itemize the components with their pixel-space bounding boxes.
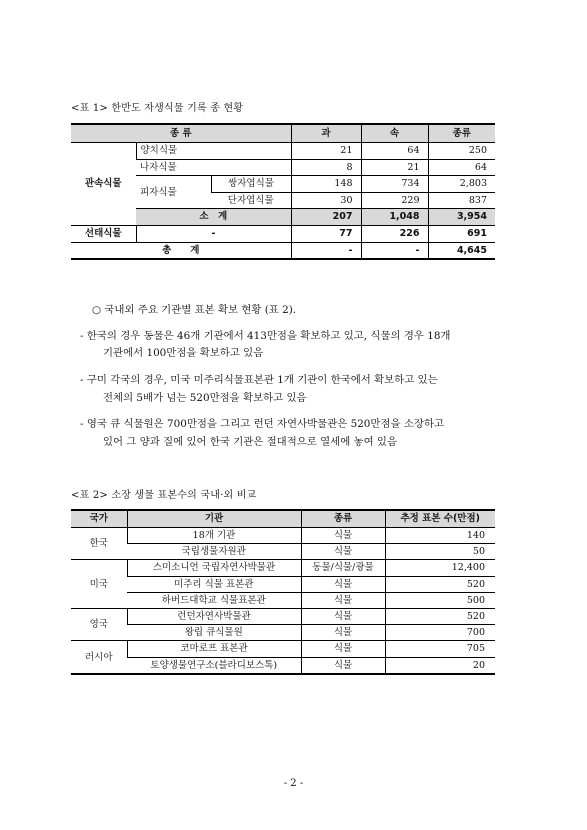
institution-cell: 18개 기관 (127, 528, 301, 544)
count-cell: 705 (385, 641, 495, 657)
bryophyte-label: 선태식물 (71, 225, 136, 242)
table-row (71, 560, 495, 576)
country-cell: 미국 (71, 560, 127, 609)
subtotal-label: 소 계 (136, 209, 291, 226)
cell-species: 3,954 (428, 209, 495, 226)
table2-caption: <표 2> 소장 생물 표본수의 국내·외 비교 (71, 490, 257, 501)
header-species: 종류 (428, 124, 495, 143)
type-cell: 식물 (301, 592, 385, 608)
cell-family: 21 (291, 143, 361, 160)
specimen-comparison-table (71, 509, 495, 675)
bryophyte-sub: - (136, 225, 291, 242)
country-cell: 한국 (71, 528, 127, 560)
count-cell: 140 (385, 528, 495, 544)
table-row (71, 609, 495, 625)
table-row (71, 625, 495, 641)
institution-cell: 스미소니언 국립자연사박물관 (127, 560, 301, 576)
cell-species: 64 (428, 159, 495, 176)
type-cell: 식물 (301, 544, 385, 560)
row-label: 쌍자엽식물 (211, 176, 291, 193)
institution-cell: 하버드대학교 식물표본관 (127, 592, 301, 608)
cell-genus: 64 (361, 143, 428, 160)
country-cell: 러시아 (71, 641, 127, 674)
header-count: 추정 표본 수(만점) (385, 510, 495, 528)
country-cell: 영국 (71, 609, 127, 641)
table-row (71, 143, 495, 160)
table2-header-row (71, 510, 495, 528)
cell-genus: 734 (361, 176, 428, 193)
cell-genus: 21 (361, 159, 428, 176)
institution-cell: 런던자연사박물관 (127, 609, 301, 625)
dash-item-1-line2: 기관에서 100만점을 확보하고 있음 (103, 347, 264, 359)
cell-family: 148 (291, 176, 361, 193)
count-cell: 50 (385, 544, 495, 560)
cell-species: 2,803 (428, 176, 495, 193)
cell-family: - (291, 242, 361, 259)
cell-species: 837 (428, 192, 495, 209)
cell-genus: 226 (361, 225, 428, 242)
cell-species: 250 (428, 143, 495, 160)
institution-cell: 왕립 큐식물원 (127, 625, 301, 641)
table-row (71, 528, 495, 544)
dash-item-2-line2: 전체의 5배가 넘는 520만점을 확보하고 있음 (103, 392, 307, 404)
dash-item-3-line2: 있어 그 양과 질에 있어 한국 기관은 절대적으로 열세에 놓여 있음 (103, 436, 397, 448)
cell-genus: 1,048 (361, 209, 428, 226)
row-label: 단자엽식물 (211, 192, 291, 209)
header-category: 종 류 (71, 124, 291, 143)
count-cell: 20 (385, 657, 495, 674)
group-vascular-plants: 관속식물 (71, 143, 136, 226)
cell-genus: 229 (361, 192, 428, 209)
total-row (71, 242, 495, 259)
header-type: 종류 (301, 510, 385, 528)
native-plant-species-table (71, 123, 495, 260)
cell-family: 207 (291, 209, 361, 226)
cell-species: 4,645 (428, 242, 495, 259)
institution-cell: 미주리 식물 표본관 (127, 576, 301, 592)
institution-cell: 토양생물연구소(블라디보스톡) (127, 657, 301, 674)
type-cell: 식물 (301, 576, 385, 592)
row-label: 양치식물 (136, 143, 291, 160)
type-cell: 동물/식물/광물 (301, 560, 385, 576)
type-cell: 식물 (301, 609, 385, 625)
count-cell: 12,400 (385, 560, 495, 576)
header-country: 국가 (71, 510, 127, 528)
type-cell: 식물 (301, 641, 385, 657)
page-number: - 2 - (283, 778, 304, 789)
row-label: 나자식물 (136, 159, 291, 176)
cell-species: 691 (428, 225, 495, 242)
cell-genus: - (361, 242, 428, 259)
header-institution: 기관 (127, 510, 301, 528)
count-cell: 700 (385, 625, 495, 641)
cell-family: 77 (291, 225, 361, 242)
angiosperm-label: 피자식물 (136, 176, 211, 209)
table1-header-row (71, 124, 495, 143)
institution-cell: 코마로프 표본관 (127, 641, 301, 657)
table1-caption: <표 1> 한반도 자생식물 기록 종 현황 (71, 103, 244, 114)
type-cell: 식물 (301, 625, 385, 641)
table-row (71, 657, 495, 674)
table-row (71, 641, 495, 657)
total-label: 총 계 (162, 244, 200, 256)
header-genus: 속 (361, 124, 428, 143)
header-family: 과 (291, 124, 361, 143)
type-cell: 식물 (301, 528, 385, 544)
cell-family: 30 (291, 192, 361, 209)
dash-item-3-line1: - 영국 큐 식물원은 700만점을 그리고 런던 자연사박물관은 520만점을 소장하고 (80, 418, 444, 430)
bullet-heading: ○ 국내외 주요 기관별 표본 확보 현황 (표 2). (92, 304, 297, 316)
dash-item-1-line1: - 한국의 경우 동물은 46개 기관에서 413만점을 확보하고 있고, 식물의 경우 18개 (80, 330, 451, 342)
cell-family: 8 (291, 159, 361, 176)
type-cell: 식물 (301, 657, 385, 674)
dash-item-2-line1: - 구미 각국의 경우, 미국 미주리식물표본관 1개 기관이 한국에서 확보하고 있는 (80, 374, 438, 386)
count-cell: 520 (385, 609, 495, 625)
table-row (71, 576, 495, 592)
table-row (71, 592, 495, 608)
count-cell: 520 (385, 576, 495, 592)
institution-cell: 국립생물자원관 (127, 544, 301, 560)
table-row (71, 544, 495, 560)
bryophyte-row (71, 225, 495, 242)
count-cell: 500 (385, 592, 495, 608)
